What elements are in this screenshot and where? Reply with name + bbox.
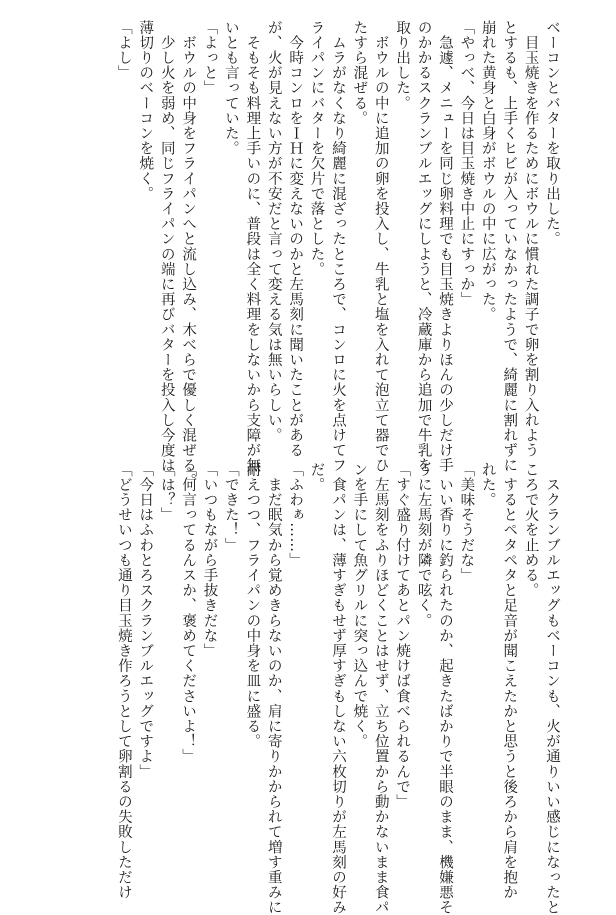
text-line: 少し火を弱め、同じフライパンの端に再びバターを投入し今度は <box>158 20 175 473</box>
text-line: 「今日はふわとろスクランブルエッグですよ」 <box>137 462 154 780</box>
text-line: そもそも料理上手いのに、普段は全く料理をしないから支障が無 <box>244 20 261 473</box>
text-line: スクランブルエッグもベーコンも、火が通りいい感じになったと <box>544 462 560 915</box>
text-line: いい香りに釣られたのか、起きたばかりで半眼のまま、機嫌悪そ <box>436 462 453 915</box>
text-line: 薄切りのベーコンを焼く。 <box>137 20 154 202</box>
text-line: ベーコンとバターを取り出した。 <box>544 20 560 247</box>
text-line: ムラがなくなり綺麗に混ざったところで、コンロに火を点けてフ <box>329 20 346 473</box>
text-line: 「やっべ、今日は目玉焼き中止にすっか」 <box>458 20 475 307</box>
text-line: 「よし」 <box>115 20 132 81</box>
text-line: 今時コンロをＩＨに変えないのかと左馬刻に聞いたことがある <box>287 20 304 458</box>
text-line: 取り出した。 <box>394 20 411 111</box>
text-line: ライパンにバターを欠片で落とした。 <box>308 20 325 277</box>
text-line: だ。 <box>308 462 325 493</box>
text-line: れた。 <box>479 462 496 508</box>
text-line: 左馬刻をふりほどくことはせず、立ち位置から動かないまま食パ <box>372 462 389 915</box>
upper-text-block <box>42 20 562 489</box>
text-line: するとペタペタと足音が聞こえたかと思うと後ろから肩を抱か <box>501 462 518 900</box>
text-line: 目玉焼きを作るためにボウルに慣れた調子で卵を割り入れよう <box>522 20 539 458</box>
text-line: 急遽、メニューを同じ卵料理でも目玉焼きよりほんの少しだけ手 <box>436 20 453 473</box>
text-line: 「すぐ盛り付けてあとパン焼けば食べられるんで」 <box>394 462 411 810</box>
text-line: いとも言っていた。 <box>222 20 239 156</box>
text-line: ボウルの中に追加の卵を投入し、牛乳と塩を入れて泡立て器でひ <box>372 20 389 473</box>
text-line: ころで火を止める。 <box>522 462 539 598</box>
text-line: 「どうせいつも通り目玉焼き作ろうとして卵割るの失敗しただけ <box>115 462 132 900</box>
text-line: とするも、上手くヒビが入っていなかったようで、綺麗に割れずに <box>501 20 518 473</box>
text-line: ボウルの中身をフライパンへと流し込み、木べらで優しく混ぜる。 <box>180 20 197 489</box>
text-line: 耐えつつ、フライパンの中身を皿に盛る。 <box>244 462 261 749</box>
text-line: 「いつもながら手抜きだな」 <box>201 462 218 659</box>
text-line: たすら混ぜる。 <box>351 20 368 126</box>
text-line: 「何言ってるんスか、褒めてくださいよ！」 <box>180 462 197 764</box>
text-line: のかかるスクランブルエッグにしようと、冷蔵庫から追加で牛乳を <box>415 20 432 473</box>
text-line: 「は？」 <box>158 462 175 523</box>
lower-text-block <box>42 462 562 915</box>
text-line: が、火が見えない方が不安だと言って変える気は無いらしい。 <box>265 20 282 443</box>
text-line: 食パンは、薄すぎもせず厚すぎもしない六枚切りが左馬刻の好み <box>329 462 346 915</box>
text-line: 崩れた黄身と白身がボウルの中に広がった。 <box>479 20 496 322</box>
text-line: うに左馬刻が隣で呟く。 <box>415 462 432 629</box>
text-line: 「よっと」 <box>201 20 218 96</box>
text-line: 「できた！」 <box>222 462 239 553</box>
text-line: ンを手にして魚グリルに突っ込んで焼く。 <box>351 462 368 749</box>
text-line: 「美味そうだな」 <box>458 462 475 583</box>
text-line: 「ふわぁ……」 <box>287 462 304 568</box>
text-line: まだ眠気から覚めきらないのか、肩に寄りかかられて増す重みに <box>265 462 282 915</box>
